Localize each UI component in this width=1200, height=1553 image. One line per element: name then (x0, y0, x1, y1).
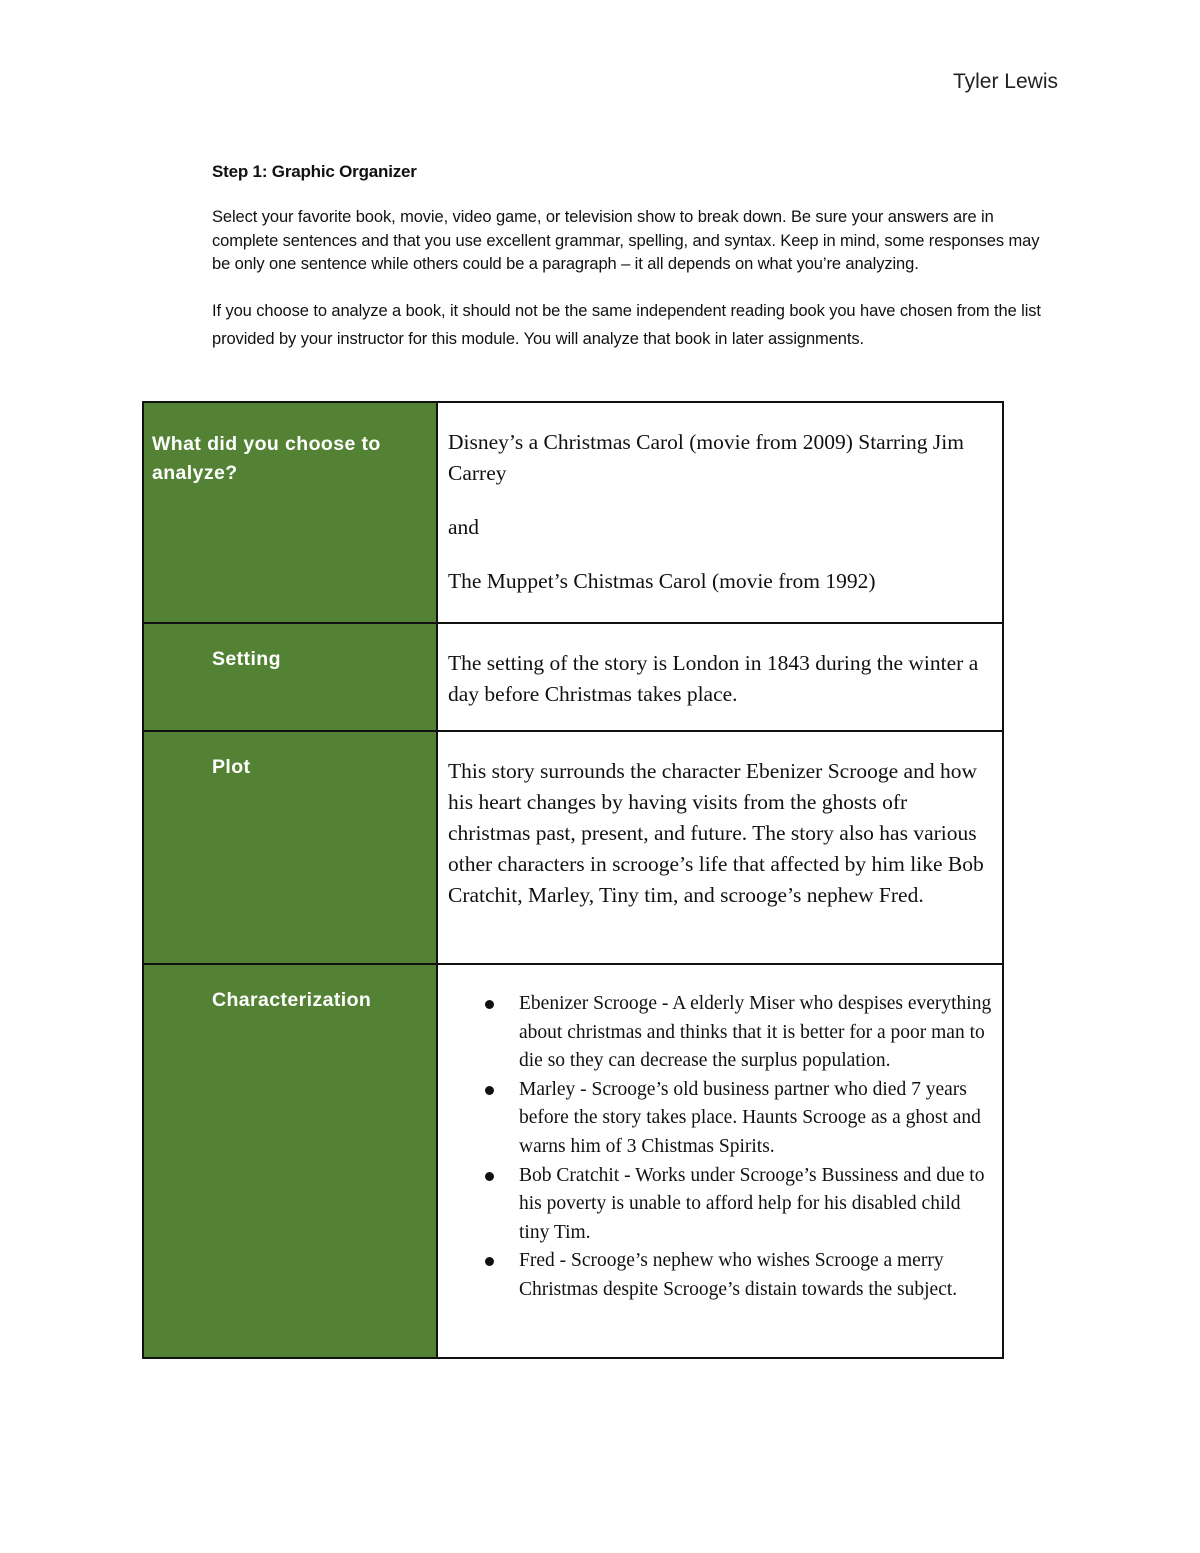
choice-line-1: Disney’s a Christmas Carol (movie from 2009) Starring Jim Carrey (448, 430, 964, 485)
list-item (519, 990, 994, 1076)
list-item (519, 1076, 994, 1162)
choice-label-cell (143, 402, 437, 623)
instructions-paragraph: Select your favorite book, movie, video game, or television show to break down. Be sure your answers are in complete sentences and that you use excellent grammar, spelling, and syntax. Keep in mind, some responses may be only one sentence while others could be a paragraph – it all depends on what you’re analyzing. (212, 208, 1040, 273)
choice-value-cell[interactable] (437, 402, 1003, 623)
organizer-row-setting (143, 623, 1003, 731)
plot-label: Plot (212, 756, 251, 778)
bullet-icon (485, 1257, 494, 1266)
characterization-label: Characterization (212, 989, 372, 1011)
character-text: Bob Cratchit - Works under Scrooge’s Bussiness and due to his poverty is unable to afford help for his disabled child tiny Tim. (519, 1164, 985, 1243)
list-item (519, 1162, 994, 1248)
setting-value: The setting of the story is London in 1843 during the winter a day before Christmas takes place. (448, 651, 979, 706)
character-text: Ebenizer Scrooge - A elderly Miser who despises everything about christmas and thinks that it is better for a poor man to die so they can decrease the surplus population. (519, 993, 992, 1072)
setting-label-cell (143, 623, 437, 731)
plot-value-cell[interactable] (437, 731, 1003, 964)
character-list (438, 965, 1002, 1305)
organizer-row-characterization (143, 964, 1003, 1358)
bullet-icon (485, 1000, 494, 1009)
setting-value-cell[interactable] (437, 623, 1003, 731)
section-title: Step 1: Graphic Organizer (212, 162, 417, 181)
plot-value: This story surrounds the character Ebenizer Scrooge and how his heart changes by having visits from the ghosts ofr christmas past, present, and future. The story also has various other characters in scrooge’s life that affected by him like Bob Cratchit, Marley, Tiny tim, and scrooge’s nephew Fred. (448, 759, 984, 907)
author-name: Tyler Lewis (952, 70, 1058, 93)
choice-label: What did you choose to analyze? (152, 433, 381, 484)
book-note-paragraph: If you choose to analyze a book, it should not be the same independent reading book you have chosen from the list provided by your instructor for this module. You will analyze that book in later assignments. (212, 301, 1041, 348)
characterization-value-cell[interactable] (437, 964, 1003, 1358)
characterization-label-cell (143, 964, 437, 1358)
bullet-icon (485, 1172, 494, 1181)
graphic-organizer-table (142, 401, 1004, 1359)
assignment-section (212, 162, 1062, 353)
choice-line-3: The Muppet’s Chistmas Carol (movie from 1992) (448, 569, 876, 593)
list-item (519, 1247, 994, 1304)
organizer-row-plot (143, 731, 1003, 964)
bullet-icon (485, 1086, 494, 1095)
character-text: Marley - Scrooge’s old business partner who died 7 years before the story takes place. Haunts Scrooge as a ghost and warns him of 3 Chistmas Spirits. (519, 1078, 981, 1157)
organizer-row-choice (143, 402, 1003, 623)
choice-line-2: and (448, 515, 480, 539)
plot-label-cell (143, 731, 437, 964)
character-text: Fred - Scrooge’s nephew who wishes Scrooge a merry Christmas despite Scrooge’s distain towards the subject. (519, 1250, 958, 1300)
setting-label: Setting (212, 648, 281, 670)
